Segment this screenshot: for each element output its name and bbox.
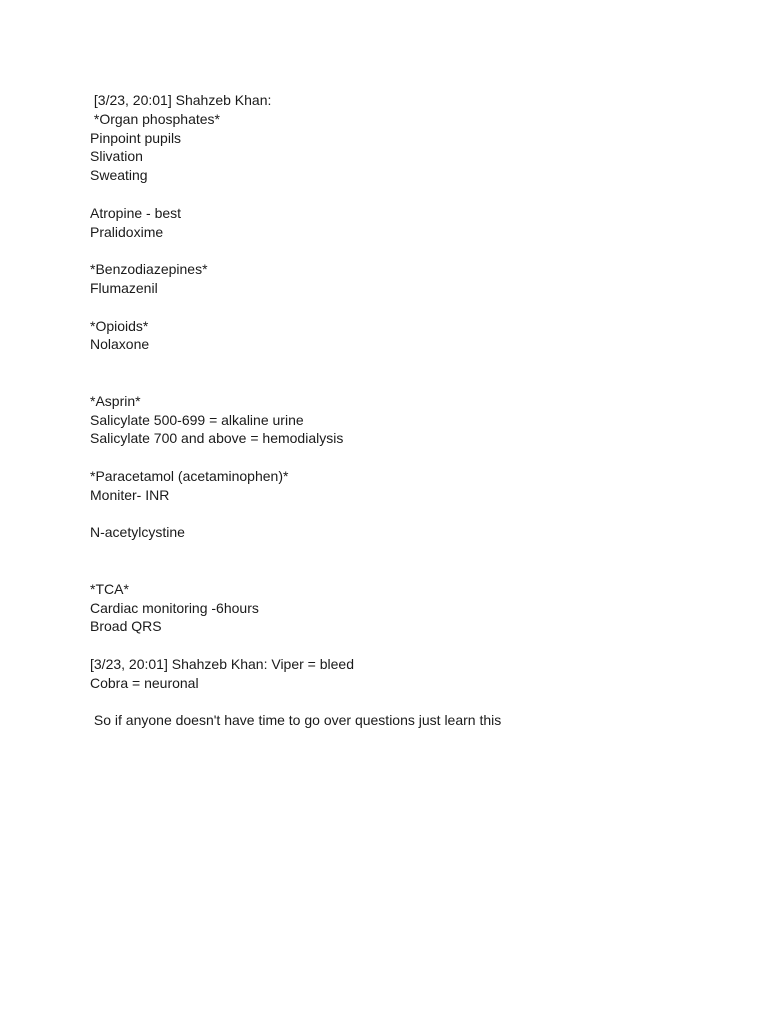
blank-line <box>90 185 730 204</box>
blank-line <box>90 636 730 655</box>
heading-organ-phosphates: *Organ phosphates* <box>90 110 220 127</box>
blank-line <box>90 448 730 467</box>
text-line: Atropine - best <box>90 204 182 221</box>
text-line: Nolaxone <box>90 336 150 353</box>
blank-line <box>90 505 730 524</box>
text-line: Salicylate 700 and above = hemodialysis <box>90 430 344 447</box>
heading-paracetamol: *Paracetamol (acetaminophen)* <box>90 467 289 484</box>
heading-opioids: *Opioids* <box>90 317 149 334</box>
text-line: Pinpoint pupils <box>90 129 182 146</box>
text-line: Salicylate 500-699 = alkaline urine <box>90 411 304 428</box>
blank-line <box>90 354 730 373</box>
blank-line <box>90 542 730 561</box>
heading-asprin: *Asprin* <box>90 392 141 409</box>
message-header-line: [3/23, 20:01] Shahzeb Khan: Viper = bleed <box>90 655 355 672</box>
text-line: N-acetylcystine <box>90 524 185 541</box>
blank-line <box>90 561 730 580</box>
message-header-line: [3/23, 20:01] Shahzeb Khan: <box>90 92 272 108</box>
text-line: Broad QRS <box>90 618 162 635</box>
heading-tca: *TCA* <box>90 580 129 597</box>
blank-line <box>90 298 730 317</box>
blank-line <box>90 241 730 260</box>
blank-line <box>90 373 730 392</box>
text-line: Moniter- INR <box>90 486 170 503</box>
blank-line <box>90 693 730 712</box>
text-line: Sweating <box>90 167 148 184</box>
text-line: Slivation <box>90 148 143 165</box>
text-line: Cardiac monitoring -6hours <box>90 599 259 616</box>
text-line: Pralidoxime <box>90 223 164 240</box>
closing-note: So if anyone doesn't have time to go over questions just learn this <box>90 712 502 729</box>
heading-benzodiazepines: *Benzodiazepines* <box>90 261 208 278</box>
text-line: Flumazenil <box>90 279 158 296</box>
document-body <box>90 91 730 730</box>
text-line: Cobra = neuronal <box>90 674 199 691</box>
